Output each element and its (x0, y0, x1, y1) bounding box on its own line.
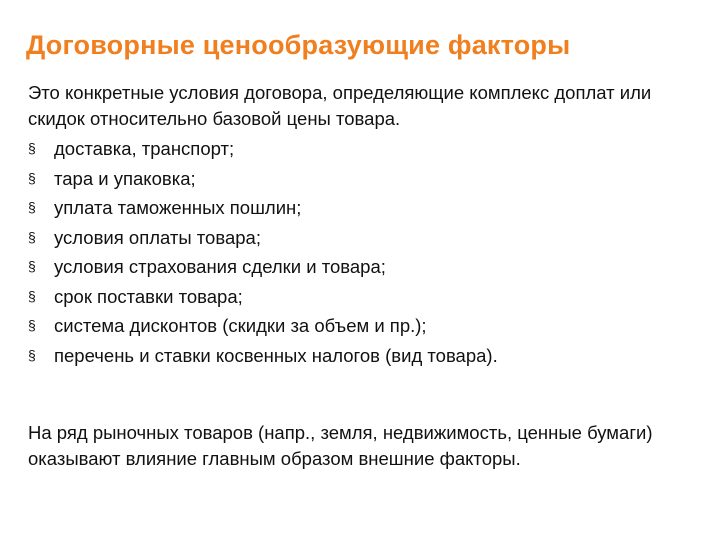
intro-paragraph: Это конкретные условия договора, определяющие комплекс доплат или скидок относительно базовой цены товара. (28, 82, 652, 129)
list-item (28, 252, 498, 282)
list-item-text: условия страхования сделки и товара; (54, 256, 386, 277)
list-item-text: доставка, транспорт; (54, 138, 235, 159)
bullet-marker-icon: § (28, 140, 36, 156)
list-item (28, 164, 498, 194)
list-item (28, 282, 498, 312)
slide-title: Договорные ценообразующие факторы (26, 30, 571, 60)
list-item (28, 341, 498, 371)
list-item (28, 134, 498, 164)
list-item (28, 223, 498, 253)
bullet-marker-icon: § (28, 228, 36, 245)
bullet-marker-icon: § (28, 258, 36, 274)
bullet-marker-icon: § (28, 317, 36, 333)
bullet-marker-icon: § (28, 199, 36, 215)
bullet-marker-icon: § (28, 169, 36, 186)
list-item (28, 311, 498, 341)
list-item-text: срок поставки товара; (54, 285, 243, 307)
list-item-text: тара и упаковка; (54, 167, 196, 189)
list-item-text: условия оплаты товара; (54, 226, 261, 248)
list-item-text: уплата таможенных пошлин; (54, 197, 302, 218)
bullet-marker-icon: § (28, 346, 36, 363)
factor-list (28, 134, 498, 370)
note-paragraph: На ряд рыночных товаров (напр., земля, недвижимость, ценные бумаги) оказывают влияние главным образом внешние факторы. (28, 422, 653, 469)
list-item (28, 193, 498, 223)
bullet-marker-icon: § (28, 287, 36, 304)
list-item-text: система дисконтов (скидки за объем и пр.); (54, 315, 427, 336)
list-item-text: перечень и ставки косвенных налогов (вид товара). (54, 344, 498, 366)
